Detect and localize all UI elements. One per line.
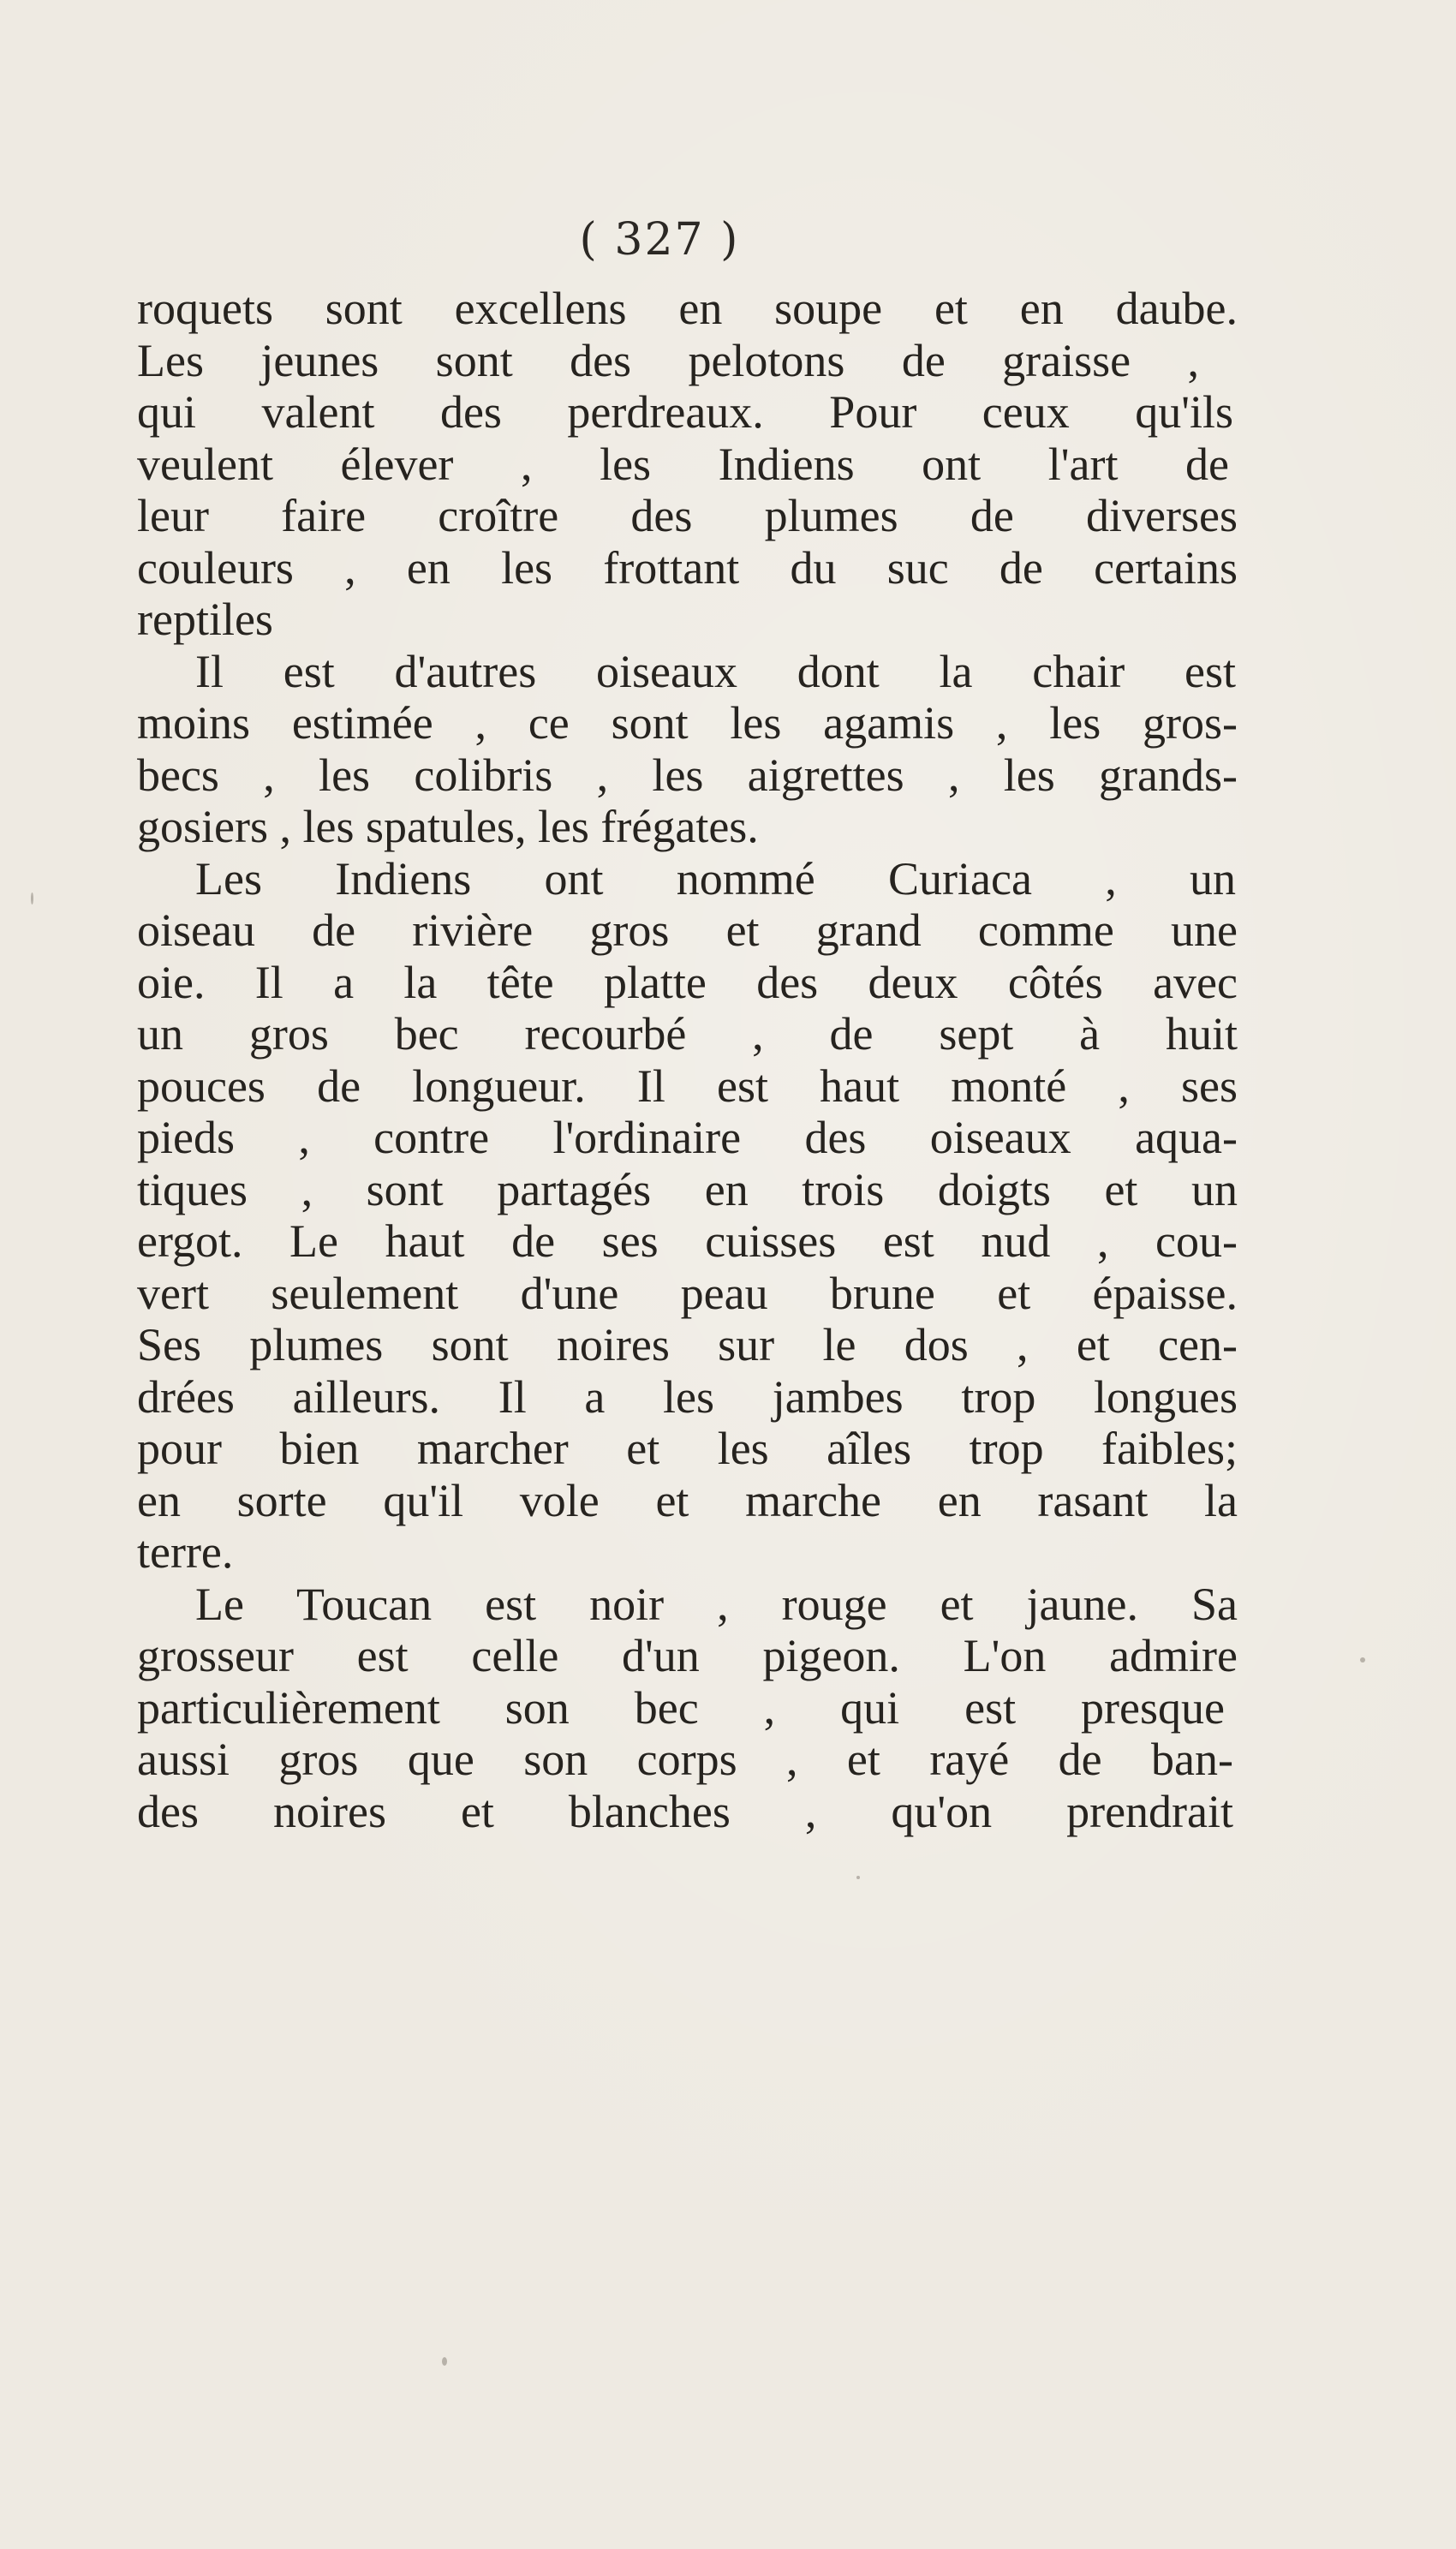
text-line: pouces de longueur. Il est haut monté , ses xyxy=(137,1060,1238,1112)
paper-speck xyxy=(31,892,33,904)
text-line: becs , les colibris , les aigrettes , les grands- xyxy=(137,749,1238,801)
text-line: Les jeunes sont des pelotons de graisse , xyxy=(137,334,1199,386)
text-line: oie. Il a la tête platte des deux côtés avec xyxy=(137,956,1238,1008)
text-line: pieds , contre l'ordinaire des oiseaux aqua- xyxy=(137,1112,1238,1163)
paper-speck xyxy=(442,2357,447,2366)
text-line: Ses plumes sont noires sur le dos , et cen- xyxy=(137,1319,1238,1370)
text-line: en sorte qu'il vole et marche en rasant la xyxy=(137,1474,1238,1526)
text-line: Il est d'autres oiseaux dont la chair est xyxy=(195,645,1236,697)
page-number: ( 327 ) xyxy=(579,214,740,266)
text-line: des noires et blanches , qu'on prendrait xyxy=(137,1785,1233,1837)
text-line: terre. xyxy=(137,1526,234,1578)
body-text xyxy=(137,283,1238,1837)
text-line: Le Toucan est noir , rouge et jaune. Sa xyxy=(195,1578,1238,1630)
text-line: roquets sont excellens en soupe et en daube. xyxy=(137,283,1238,334)
paper-speck xyxy=(856,1876,860,1879)
text-line: vert seulement d'une peau brune et épaisse. xyxy=(137,1267,1238,1319)
text-line: qui valent des perdreaux. Pour ceux qu'ils xyxy=(137,386,1233,438)
text-line: veulent élever , les Indiens ont l'art de xyxy=(137,438,1229,490)
text-line: pour bien marcher et les aîles trop faibles; xyxy=(137,1423,1238,1474)
text-line: couleurs , en les frottant du suc de certains xyxy=(137,541,1238,594)
text-line: tiques , sont partagés en trois doigts et un xyxy=(137,1163,1238,1215)
text-line: Les Indiens ont nommé Curiaca , un xyxy=(195,852,1236,904)
text-line: aussi gros que son corps , et rayé de ban- xyxy=(137,1734,1233,1785)
text-line: moins estimée , ce sont les agamis , les gros- xyxy=(137,697,1238,749)
text-line: particulièrement son bec , qui est presque xyxy=(137,1681,1225,1734)
paper-speck xyxy=(1360,1657,1365,1663)
text-line: ergot. Le haut de ses cuisses est nud , cou- xyxy=(137,1215,1238,1267)
text-line: leur faire croître des plumes de diverses xyxy=(137,490,1238,541)
text-line: un gros bec recourbé , de sept à huit xyxy=(137,1008,1238,1060)
text-line: gosiers , les spatules, les frégates. xyxy=(137,801,759,852)
text-line: oiseau de rivière gros et grand comme une xyxy=(137,904,1238,956)
text-line: reptiles xyxy=(137,594,273,645)
text-line: grosseur est celle d'un pigeon. L'on admire xyxy=(137,1630,1238,1681)
text-line: drées ailleurs. Il a les jambes trop longues xyxy=(137,1370,1238,1423)
